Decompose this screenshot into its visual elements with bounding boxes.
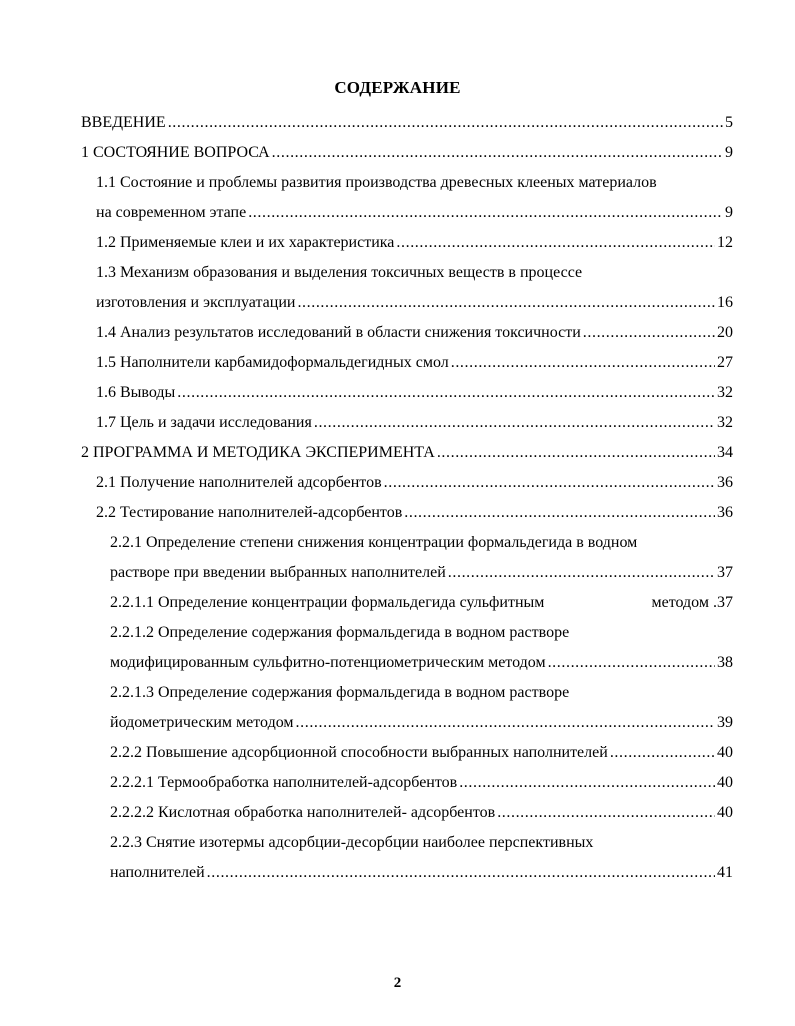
toc-entry-page: 16 bbox=[717, 294, 733, 311]
toc-entry-page: 12 bbox=[717, 234, 733, 251]
toc-entry-section-2 bbox=[81, 443, 733, 463]
toc-entry-2-2-3-line-1: 2.2.3 Снятие изотермы адсорбции-десорбции наиболее перспективных bbox=[110, 834, 594, 851]
toc-entry-page: 32 bbox=[717, 414, 733, 431]
toc-entry-text: йодометрическим методом bbox=[110, 714, 294, 731]
toc-entry-page: 37 bbox=[717, 564, 733, 581]
toc-entry-page: 36 bbox=[717, 474, 733, 491]
dot-leader bbox=[168, 113, 723, 133]
dot-leader bbox=[548, 653, 715, 673]
toc-entry-2-2-1-2-line-1: 2.2.1.2 Определение содержания формальдегида в водном растворе bbox=[110, 624, 570, 641]
dot-leader bbox=[297, 293, 715, 313]
toc-entry-2-1 bbox=[96, 473, 733, 493]
dot-leader bbox=[583, 323, 715, 343]
toc-entry-page: 40 bbox=[717, 744, 733, 761]
toc-entry-1-1-line-1: 1.1 Состояние и проблемы развития производства древесных клееных материалов bbox=[96, 174, 657, 191]
toc-entry-2-2-1 bbox=[110, 563, 733, 583]
toc-entry-1-3-line-1: 1.3 Механизм образования и выделения токсичных веществ в процессе bbox=[96, 264, 583, 281]
toc-entry-page: 9 bbox=[725, 144, 733, 161]
dot-leader bbox=[177, 383, 715, 403]
toc-entry-page: 39 bbox=[717, 714, 733, 731]
toc-entry-section-1 bbox=[81, 143, 733, 163]
dot-leader bbox=[396, 233, 715, 253]
toc-entry-page: 34 bbox=[717, 444, 733, 461]
dot-leader bbox=[610, 743, 715, 763]
toc-entry-1-3 bbox=[96, 293, 733, 313]
toc-entry-2-2-2-2 bbox=[110, 803, 733, 823]
dot-leader bbox=[448, 563, 715, 583]
toc-entry-page: 36 bbox=[717, 504, 733, 521]
toc-entry-text: растворе при введении выбранных наполнителей bbox=[110, 564, 446, 581]
toc-entry-text: 1.2 Применяемые клеи и их характеристика bbox=[96, 234, 395, 251]
toc-entry-page: 40 bbox=[717, 774, 733, 791]
toc-entry-2-2-1-line-1: 2.2.1 Определение степени снижения концентрации формальдегида в водном bbox=[110, 534, 638, 551]
toc-entry-2-2-3 bbox=[110, 863, 733, 883]
toc-entry-1-7 bbox=[96, 413, 733, 433]
dot-leader bbox=[207, 863, 715, 883]
dot-leader bbox=[248, 203, 723, 223]
toc-entry-page: 38 bbox=[717, 654, 733, 671]
toc-entry-page: 37 bbox=[717, 594, 733, 611]
toc-entry-text: изготовления и эксплуатации bbox=[96, 294, 296, 311]
toc-entry-tail: методом . bbox=[651, 594, 717, 611]
toc-entry-1-1 bbox=[96, 203, 733, 223]
toc-entry-2-2 bbox=[96, 503, 733, 523]
toc-entry-text: 1.6 Выводы bbox=[96, 384, 176, 401]
dot-leader bbox=[497, 803, 715, 823]
toc-entry-1-6 bbox=[96, 383, 733, 403]
toc-entry-1-2 bbox=[96, 233, 733, 253]
dot-leader bbox=[437, 443, 715, 463]
dot-leader bbox=[314, 413, 715, 433]
dot-leader bbox=[459, 773, 715, 793]
page-number: 2 bbox=[393, 975, 402, 991]
toc-entry-page: 9 bbox=[725, 204, 733, 221]
toc-entry-page: 41 bbox=[717, 864, 733, 881]
toc-entry-2-2-1-2 bbox=[110, 653, 733, 673]
toc-entry-2-2-2 bbox=[110, 743, 733, 763]
toc-entry-1-4 bbox=[96, 323, 733, 343]
toc-entry-2-2-1-3-line-1: 2.2.1.3 Определение содержания формальдегида в водном растворе bbox=[110, 684, 570, 701]
toc-entry-text: 1.5 Наполнители карбамидоформальдегидных смол bbox=[96, 354, 449, 371]
toc-entry-1-5 bbox=[96, 353, 733, 373]
toc-entry-text: 1 СОСТОЯНИЕ ВОПРОСА bbox=[81, 144, 270, 161]
dot-leader bbox=[384, 473, 715, 493]
dot-leader bbox=[451, 353, 715, 373]
toc-entry-text: 1.7 Цель и задачи исследования bbox=[96, 414, 312, 431]
toc-entry-introduction bbox=[81, 113, 733, 133]
toc-entry-text: 2.2 Тестирование наполнителей-адсорбентов bbox=[96, 504, 403, 521]
toc-entry-page: 5 bbox=[725, 114, 733, 131]
toc-entry-text: модифицированным сульфитно-потенциометрическим методом bbox=[110, 654, 546, 671]
dot-leader bbox=[404, 503, 715, 523]
page-title: СОДЕРЖАНИЕ bbox=[334, 78, 461, 97]
toc-entry-text: наполнителей bbox=[110, 864, 205, 881]
toc-entry-2-2-1-3 bbox=[110, 713, 733, 733]
toc-entry-text: на современном этапе bbox=[96, 204, 247, 221]
toc-entry-2-2-2-1 bbox=[110, 773, 733, 793]
toc-entry-text: 2.1 Получение наполнителей адсорбентов bbox=[96, 474, 382, 491]
toc-entry-2-2-1-1 bbox=[110, 593, 733, 613]
toc-entry-page: 27 bbox=[717, 354, 733, 371]
toc-entry-text: 1.4 Анализ результатов исследований в области снижения токсичности bbox=[96, 324, 581, 341]
toc-entry-text: ВВЕДЕНИЕ bbox=[81, 114, 166, 131]
toc-entry-page: 40 bbox=[717, 804, 733, 821]
toc-entry-text: 2.2.2.1 Термообработка наполнителей-адсорбентов bbox=[110, 774, 458, 791]
toc-entry-page: 32 bbox=[717, 384, 733, 401]
toc-entry-text: 2.2.2 Повышение адсорбционной способности выбранных наполнителей bbox=[110, 744, 608, 761]
toc-entry-text: 2.2.1.1 Определение концентрации формальдегида сульфитным bbox=[110, 594, 545, 611]
dot-leader bbox=[272, 143, 723, 163]
toc-entry-text: 2 ПРОГРАММА И МЕТОДИКА ЭКСПЕРИМЕНТА bbox=[81, 444, 435, 461]
dot-leader bbox=[296, 713, 715, 733]
toc-entry-text: 2.2.2.2 Кислотная обработка наполнителей- адсорбентов bbox=[110, 804, 496, 821]
toc-entry-page: 20 bbox=[717, 324, 733, 341]
